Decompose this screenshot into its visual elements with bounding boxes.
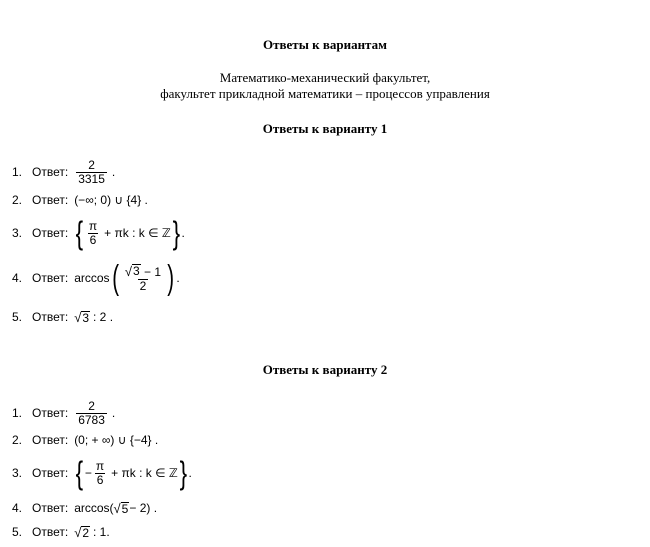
answer-expression: { $\frac{\pi}{6}$ + πk : k ∈ ℤ } .	[75, 215, 185, 251]
answer-number: 3.	[12, 226, 23, 240]
answer-expression: √ 2 : 1.	[74, 524, 110, 540]
variant-2-heading: Ответы к варианту 2	[262, 362, 388, 377]
fraction: √ 3 − 1 2	[124, 263, 162, 293]
answer-number: 4.	[12, 271, 23, 285]
answer-expression: $\frac{2}{3315}$ .	[78, 157, 116, 186]
page-title: Ответы к вариантам	[263, 37, 387, 52]
answer-number: 3.	[12, 466, 23, 480]
answer-number: 1.	[12, 406, 23, 420]
answer-number: 5.	[12, 310, 23, 324]
answer-item	[12, 215, 185, 251]
answer-item	[12, 455, 192, 491]
square-root: √ 2	[74, 524, 90, 540]
answer-expression: √ 3 : 2 .	[74, 309, 114, 325]
answer-number: 2.	[12, 193, 23, 207]
answer-expression: (0; + ∞) ∪ {−4} .	[74, 433, 159, 447]
answer-expression: { − $\frac{\pi}{6}$ + πk : k ∈ ℤ } .	[75, 455, 192, 491]
answer-label: Ответ:	[32, 271, 69, 285]
variant-1-heading: Ответы к варианту 1	[262, 121, 388, 136]
fraction: $\frac{\pi}{6}$	[95, 458, 105, 487]
answer-item	[12, 398, 115, 428]
answer-number: 4.	[12, 501, 23, 515]
answer-label: Ответ:	[32, 165, 69, 179]
answer-label: Ответ:	[32, 433, 69, 447]
square-root: √ 3	[74, 309, 90, 325]
fraction: $\frac{2}{6783}$	[78, 398, 105, 427]
answer-label: Ответ:	[32, 310, 69, 324]
subtitle-line-1: Математико-механический факультет,	[219, 70, 431, 85]
answer-item	[12, 259, 180, 297]
fraction: $\frac{2}{3315}$	[78, 157, 105, 186]
answer-item	[12, 517, 110, 547]
answer-number: 1.	[12, 165, 23, 179]
answer-item	[12, 425, 158, 455]
square-root: √ 5	[113, 500, 129, 516]
answer-number: 5.	[12, 525, 23, 539]
answer-label: Ответ:	[32, 226, 69, 240]
answer-item	[12, 185, 148, 215]
answer-label: Ответ:	[32, 501, 69, 515]
answer-label: Ответ:	[32, 525, 69, 539]
answer-label: Ответ:	[32, 193, 69, 207]
answer-label: Ответ:	[32, 466, 69, 480]
subtitle-line-2: факультет прикладной математики – процессов управления	[160, 86, 490, 101]
answer-item	[12, 157, 115, 187]
answer-label: Ответ:	[32, 406, 69, 420]
answer-number: 2.	[12, 433, 23, 447]
answer-expression: (−∞; 0) ∪ {4} .	[74, 193, 148, 207]
answer-expression: arccos( √ 5 − 2) .	[74, 500, 158, 516]
answer-expression: $\frac{2}{6783}$ .	[78, 398, 116, 427]
fraction: $\frac{\pi}{6}$	[88, 218, 98, 247]
answer-item	[12, 302, 113, 332]
answer-expression: arccos ( √ 3 − 1 2 ) .	[74, 259, 180, 297]
